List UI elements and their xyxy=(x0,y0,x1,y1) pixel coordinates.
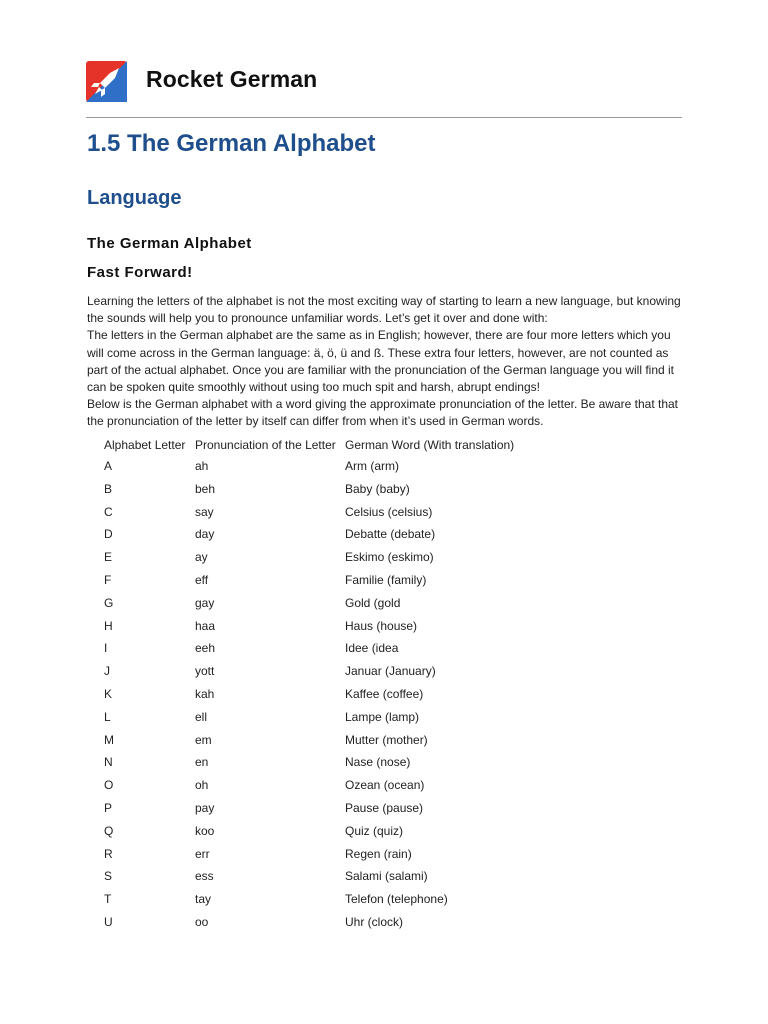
example-word-cell: Ozean (ocean) xyxy=(345,778,425,793)
pronunciation-cell: gay xyxy=(195,595,215,610)
letter-cell: M xyxy=(104,732,114,747)
pronunciation-cell: pay xyxy=(195,800,215,815)
example-word-cell: Salami (salami) xyxy=(345,869,428,884)
example-word-cell: Regen (rain) xyxy=(345,846,412,861)
column-header: Alphabet Letter xyxy=(104,438,186,452)
pronunciation-cell: ess xyxy=(195,869,214,884)
column-header: Pronunciation of the Letter xyxy=(195,438,336,452)
letter-cell: E xyxy=(104,550,113,565)
example-word-cell: Lampe (lamp) xyxy=(345,709,420,724)
letter-cell: I xyxy=(104,641,108,656)
section-heading: Language xyxy=(87,187,182,209)
pronunciation-cell: yott xyxy=(195,664,215,679)
paragraph: Below is the German alphabet with a word giving the approximate pronunciation of the letter. Be aware that that the pronunciation of the letter by itself can differ from when it’s used in German words. xyxy=(87,397,679,429)
example-word-cell: Pause (pause) xyxy=(345,800,424,815)
rocket-icon xyxy=(86,61,127,102)
example-word-cell: Quiz (quiz) xyxy=(345,823,404,838)
letter-cell: O xyxy=(104,778,114,793)
example-word-cell: Mutter (mother) xyxy=(345,732,428,747)
pronunciation-cell: kah xyxy=(195,686,215,701)
pronunciation-cell: err xyxy=(195,846,210,861)
intro-text xyxy=(87,293,687,431)
letter-cell: T xyxy=(104,892,112,907)
letter-cell: U xyxy=(104,914,113,929)
example-word-cell: Telefon (telephone) xyxy=(345,892,448,907)
pronunciation-cell: day xyxy=(195,527,215,542)
letter-cell: N xyxy=(104,755,113,770)
pronunciation-cell: ah xyxy=(195,459,209,473)
pronunciation-cell: haa xyxy=(195,618,216,633)
example-word-cell: Kaffee (coffee) xyxy=(345,686,424,701)
example-word-cell: Idee (idea xyxy=(345,641,399,656)
example-word-cell: Celsius (celsius) xyxy=(345,504,433,519)
letter-cell: A xyxy=(104,459,113,473)
letter-cell: P xyxy=(104,800,113,815)
example-word-cell: Haus (house) xyxy=(345,618,418,633)
example-word-cell: Eskimo (eskimo) xyxy=(345,550,434,565)
example-word-cell: Arm (arm) xyxy=(345,459,399,473)
header-divider xyxy=(86,117,682,118)
subsection-heading: The German Alphabet xyxy=(87,235,252,252)
pronunciation-cell: say xyxy=(195,504,214,519)
column-header: German Word (With translation) xyxy=(345,438,515,452)
example-word-cell: Debatte (debate) xyxy=(345,527,436,542)
letter-cell: F xyxy=(104,572,112,587)
letter-cell: C xyxy=(104,504,113,519)
pronunciation-cell: ay xyxy=(195,550,208,565)
letter-cell: B xyxy=(104,481,113,496)
pronunciation-cell: em xyxy=(195,732,212,747)
page-title: 1.5 The German Alphabet xyxy=(87,130,376,157)
pronunciation-cell: ell xyxy=(195,709,208,724)
example-word-cell: Januar (January) xyxy=(345,664,436,679)
pronunciation-cell: eff xyxy=(195,572,209,587)
letter-cell: R xyxy=(104,846,113,861)
pronunciation-cell: oo xyxy=(195,914,209,929)
example-word-cell: Familie (family) xyxy=(345,572,427,587)
letter-cell: L xyxy=(104,709,111,724)
letter-cell: Q xyxy=(104,823,114,838)
letter-cell: J xyxy=(104,664,110,679)
pronunciation-cell: en xyxy=(195,755,209,770)
example-word-cell: Uhr (clock) xyxy=(345,914,404,929)
pronunciation-cell: beh xyxy=(195,481,216,496)
site-header xyxy=(86,58,682,118)
example-word-cell: Gold (gold xyxy=(345,595,401,610)
paragraph: Learning the letters of the alphabet is not the most exciting way of starting to learn a new language, but knowing the sounds will help you to pronounce unfamiliar words. Let’s get it over and done with: xyxy=(87,294,681,326)
example-word-cell: Nase (nose) xyxy=(345,755,411,770)
letter-cell: G xyxy=(104,595,114,610)
paragraph: The letters in the German alphabet are the same as in English; however, there are four more letters which you will come across in the German language: ä, ö, ü and ß. These extra four letters, however, are not counted as part of the actual alphabet. Once you are familiar with the pronunciation of the German language you will find it can be spoken quite smoothly without using too much spit and harsh, abrupt endings! xyxy=(87,328,675,395)
letter-cell: D xyxy=(104,527,113,542)
letter-cell: K xyxy=(104,686,113,701)
pronunciation-cell: koo xyxy=(195,823,215,838)
letter-cell: S xyxy=(104,869,113,884)
pronunciation-cell: eeh xyxy=(195,641,216,656)
pronunciation-cell: oh xyxy=(195,778,209,793)
example-word-cell: Baby (baby) xyxy=(345,481,410,496)
fast-forward-heading: Fast Forward! xyxy=(87,264,193,281)
pronunciation-cell: tay xyxy=(195,892,212,907)
letter-cell: H xyxy=(104,618,113,633)
brand-name: Rocket German xyxy=(146,66,318,92)
